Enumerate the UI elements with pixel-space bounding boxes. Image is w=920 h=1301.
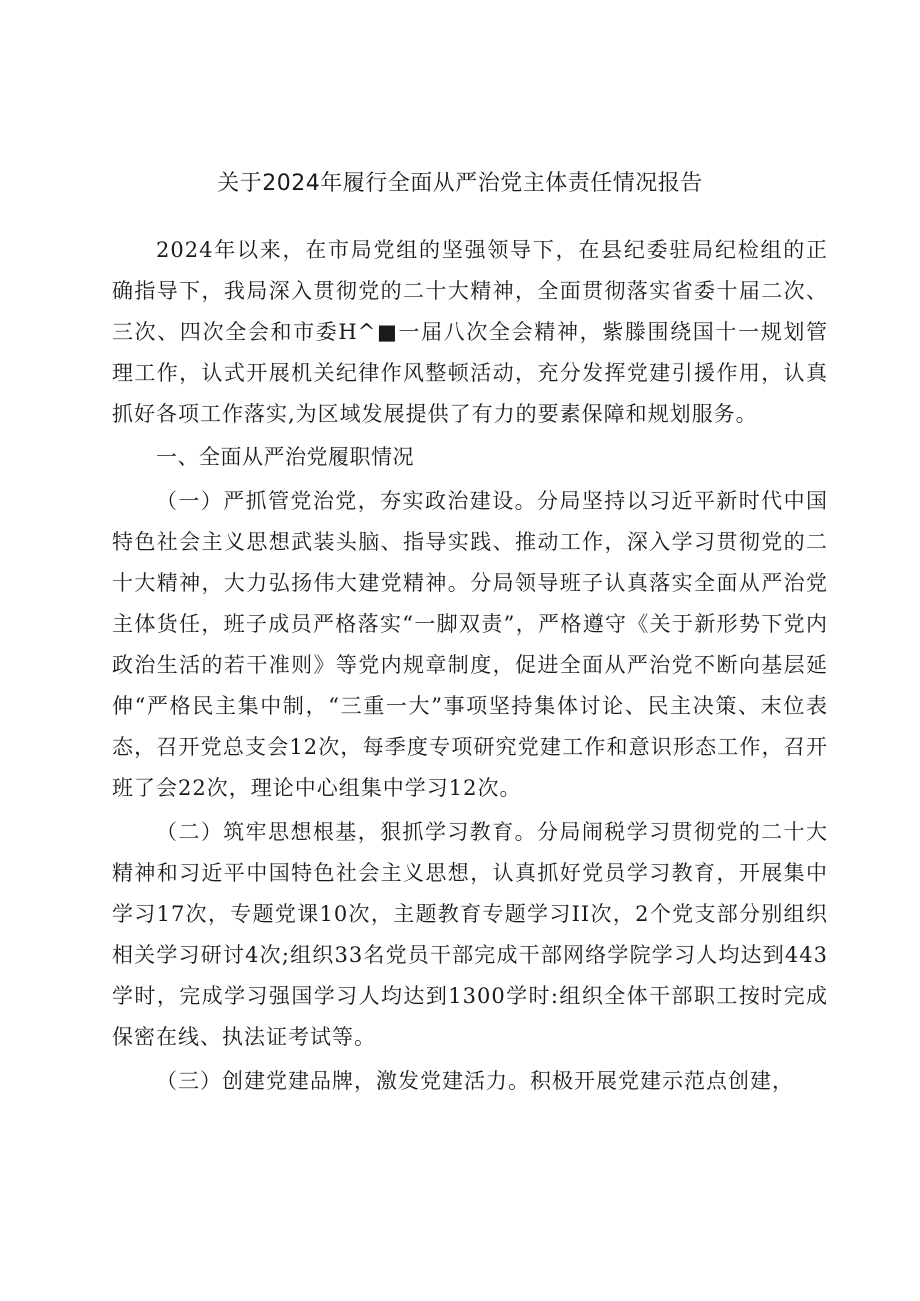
document-body: [112, 230, 828, 1102]
paragraph-party-brand: （三）创建党建品牌，激发党建活力。积极开展党建示范点创建，: [156, 1069, 794, 1093]
paragraph-political-building: （一）严抓管党治党，夯实政治建设。分局坚持以习近平新时代中国特色社会主义思想武装头脑、指导实践、推动工作，深入学习贯彻党的二十大精神，大力弘扬伟大建党精神。分局领导班子认真落实全面从严治党主体货任，班子成员严格落实“一脚双责”，严格遵守《关于新形势下党内政治生活的若干准则》等党内规章制度，促进全面从严治党不断向基层延伸“严格民主集中制，“三重一大”事项坚持集体讨论、民主决策、末位表态，召开党总支会12次，每季度专项研究党建工作和意识形态工作，召开班了会22次，理论中心组集中学习12次。: [112, 489, 828, 800]
section-heading: 一、全面从严治党履职情况: [156, 445, 414, 469]
paragraph-study-education: （二）筑牢思想根基，狠抓学习教育。分局闹税学习贯彻党的二十大精神和习近平中国特色社会主义思想，认真抓好党员学习教育，开展集中学习17次，专题党课10次，主题教育专题学习II次，2个党支部分别组织相关学习研讨4次;组织33名党员干部完成干部网络学院学习人均达到443学时，完成学习强国学习人均达到1300学时:组织全体干部职工按时完成保密在线、执法证考试等。: [112, 820, 828, 1049]
document-title: 关于2024年履行全面从严治党主体责任情况报告: [217, 171, 703, 196]
intro-paragraph: 2024年以来，在市局党组的坚强领导下，在县纪委驻局纪检组的正确指导下，我局深入贯彻党的二十大精神，全面贯彻落实省委十届二次、三次、四次全会和市委H^■一届八次全会精神，紫滕围绕国十一规划管理工作，认式开展机关纪律作风整顿活动，充分发挥党建引援作用，认真抓好各项工作落实,为区域发展提供了有力的要素保障和规划服务。: [112, 238, 828, 426]
